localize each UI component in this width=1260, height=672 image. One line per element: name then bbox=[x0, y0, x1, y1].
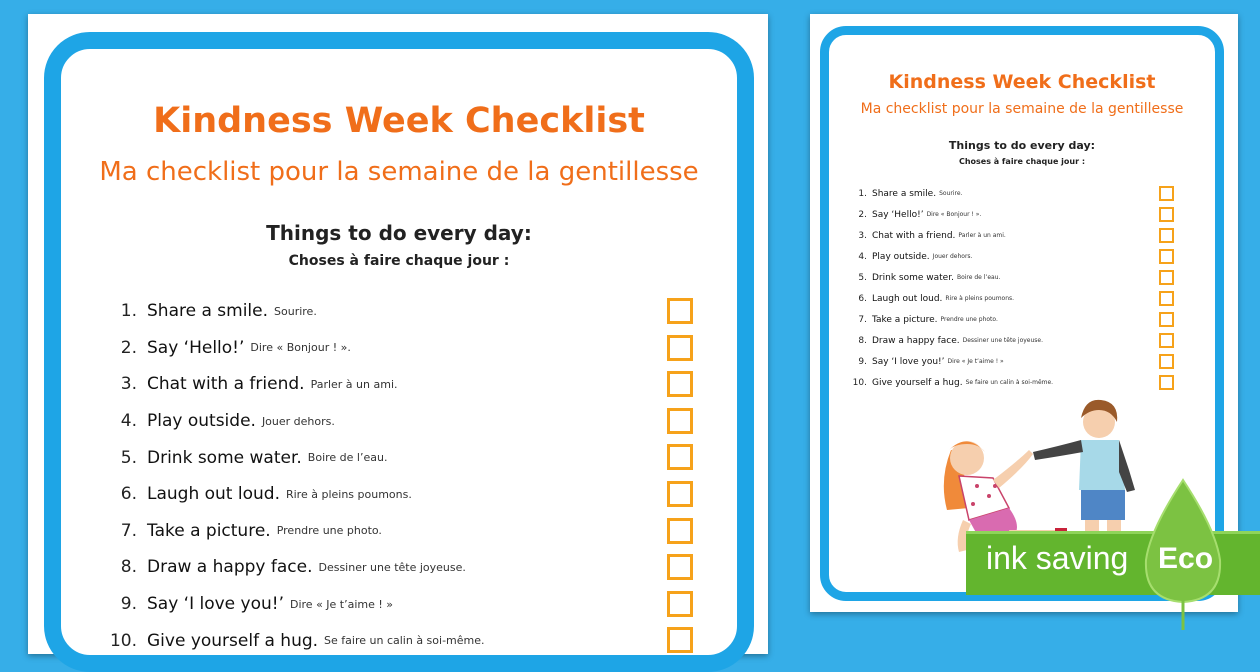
item-number: 9. bbox=[120, 594, 137, 615]
item-number: 5. bbox=[120, 447, 137, 468]
item-french: Dessiner une tête joyeuse. bbox=[318, 560, 466, 574]
section-subheading: Choses à faire chaque jour : bbox=[958, 157, 1086, 166]
item-english: Play outside. bbox=[872, 251, 930, 262]
item-french: Dire « Je t’aime ! » bbox=[290, 597, 394, 611]
page-title: Kindness Week Checklist bbox=[888, 71, 1156, 93]
item-number: 8. bbox=[120, 557, 137, 578]
item-french: Jouer dehors. bbox=[932, 253, 973, 260]
item-number: 3. bbox=[858, 230, 867, 241]
item-number: 4. bbox=[120, 411, 137, 432]
item-french: Parler à un ami. bbox=[310, 377, 398, 391]
checkbox[interactable] bbox=[667, 444, 693, 470]
checklist-item bbox=[847, 351, 1187, 372]
item-number: 9. bbox=[858, 356, 867, 367]
section-subheading: Choses à faire chaque jour : bbox=[288, 253, 510, 269]
checkbox[interactable] bbox=[667, 627, 693, 653]
checkbox[interactable] bbox=[667, 554, 693, 580]
checklist bbox=[847, 183, 1187, 393]
section-heading: Things to do every day: bbox=[266, 221, 532, 245]
item-number: 1. bbox=[858, 188, 867, 199]
checklist-item bbox=[847, 204, 1187, 225]
item-number: 7. bbox=[120, 520, 137, 541]
page-subtitle: Ma checklist pour la semaine de la gentillesse bbox=[860, 101, 1184, 117]
blue-border-frame bbox=[44, 32, 754, 672]
item-number: 6. bbox=[120, 484, 137, 505]
item-number: 10. bbox=[852, 377, 867, 388]
checkbox[interactable] bbox=[667, 371, 693, 397]
item-french: Boire de l’eau. bbox=[956, 274, 1001, 281]
item-english: Chat with a friend. bbox=[147, 374, 305, 395]
eco-label: Eco bbox=[1158, 542, 1214, 575]
item-french: Boire de l’eau. bbox=[307, 451, 388, 465]
page-title: Kindness Week Checklist bbox=[153, 101, 645, 141]
checklist-item bbox=[847, 183, 1187, 204]
section-heading: Things to do every day: bbox=[948, 139, 1096, 152]
checklist bbox=[101, 293, 701, 659]
item-english: Say ‘I love you!’ bbox=[872, 356, 945, 367]
item-english: Drink some water. bbox=[872, 272, 954, 283]
item-french: Dire « Je t’aime ! » bbox=[947, 358, 1004, 365]
checklist-sheet-large bbox=[28, 14, 768, 654]
item-french: Rire à pleins poumons. bbox=[945, 295, 1015, 302]
ink-saving-text: ink saving bbox=[986, 540, 1129, 576]
item-number: 7. bbox=[858, 314, 867, 325]
checkbox[interactable] bbox=[1159, 354, 1174, 369]
item-number: 4. bbox=[858, 251, 867, 262]
checklist-item bbox=[101, 330, 701, 367]
checklist-item bbox=[101, 549, 701, 586]
item-number: 2. bbox=[858, 209, 867, 220]
item-french: Dire « Bonjour ! ». bbox=[926, 211, 982, 218]
checklist-item bbox=[847, 288, 1187, 309]
checkbox[interactable] bbox=[667, 298, 693, 324]
item-french: Sourire. bbox=[939, 190, 963, 197]
checklist-item bbox=[101, 476, 701, 513]
checklist-item bbox=[847, 225, 1187, 246]
checkbox[interactable] bbox=[667, 481, 693, 507]
item-english: Laugh out loud. bbox=[147, 484, 280, 505]
item-english: Say ‘I love you!’ bbox=[147, 594, 284, 615]
item-english: Take a picture. bbox=[872, 314, 938, 325]
item-number: 6. bbox=[858, 293, 867, 304]
checkbox[interactable] bbox=[667, 591, 693, 617]
item-english: Draw a happy face. bbox=[147, 557, 313, 578]
checklist-item bbox=[101, 403, 701, 440]
item-french: Rire à pleins poumons. bbox=[285, 487, 412, 501]
item-french: Dessiner une tête joyeuse. bbox=[962, 337, 1044, 344]
item-number: 5. bbox=[858, 272, 867, 283]
item-english: Draw a happy face. bbox=[872, 335, 960, 346]
checkbox[interactable] bbox=[1159, 228, 1174, 243]
item-english: Give yourself a hug. bbox=[147, 630, 319, 651]
checklist-item bbox=[101, 622, 701, 659]
item-english: Share a smile. bbox=[872, 188, 937, 199]
item-english: Share a smile. bbox=[147, 301, 269, 322]
checklist-item bbox=[101, 366, 701, 403]
item-number: 3. bbox=[120, 374, 137, 395]
item-french: Dire « Bonjour ! ». bbox=[250, 341, 351, 355]
item-english: Say ‘Hello!’ bbox=[147, 337, 245, 358]
item-french: Prendre une photo. bbox=[276, 524, 382, 538]
checklist-item bbox=[101, 293, 701, 330]
item-english: Chat with a friend. bbox=[872, 230, 956, 241]
item-french: Se faire un calin à soi-même. bbox=[965, 379, 1054, 386]
item-english: Say ‘Hello!’ bbox=[872, 209, 924, 220]
item-english: Take a picture. bbox=[147, 520, 271, 541]
page-subtitle: Ma checklist pour la semaine de la gentillesse bbox=[99, 157, 699, 187]
checklist-item bbox=[847, 309, 1187, 330]
item-french: Se faire un calin à soi-même. bbox=[324, 634, 485, 648]
checklist-item bbox=[101, 586, 701, 623]
checkbox[interactable] bbox=[1159, 375, 1174, 390]
item-number: 2. bbox=[120, 337, 137, 358]
checkbox[interactable] bbox=[1159, 312, 1174, 327]
checkbox[interactable] bbox=[1159, 249, 1174, 264]
checkbox[interactable] bbox=[1159, 333, 1174, 348]
item-french: Sourire. bbox=[274, 304, 317, 318]
checkbox[interactable] bbox=[1159, 270, 1174, 285]
checklist-item bbox=[101, 439, 701, 476]
item-english: Give yourself a hug. bbox=[872, 377, 963, 388]
checkbox[interactable] bbox=[667, 408, 693, 434]
item-french: Jouer dehors. bbox=[261, 414, 335, 428]
checklist-item bbox=[847, 330, 1187, 351]
item-english: Play outside. bbox=[147, 411, 256, 432]
item-french: Prendre une photo. bbox=[940, 316, 998, 323]
checkbox[interactable] bbox=[667, 335, 693, 361]
checkbox[interactable] bbox=[667, 518, 693, 544]
item-english: Drink some water. bbox=[147, 447, 302, 468]
checkbox[interactable] bbox=[1159, 291, 1174, 306]
checkbox[interactable] bbox=[1159, 186, 1174, 201]
item-number: 10. bbox=[109, 630, 137, 651]
item-french: Parler à un ami. bbox=[958, 232, 1006, 239]
checklist-item bbox=[847, 267, 1187, 288]
checkbox[interactable] bbox=[1159, 207, 1174, 222]
checklist-item bbox=[847, 246, 1187, 267]
item-english: Laugh out loud. bbox=[872, 293, 943, 304]
checklist-item bbox=[101, 513, 701, 550]
item-number: 1. bbox=[120, 301, 137, 322]
item-number: 8. bbox=[858, 335, 867, 346]
